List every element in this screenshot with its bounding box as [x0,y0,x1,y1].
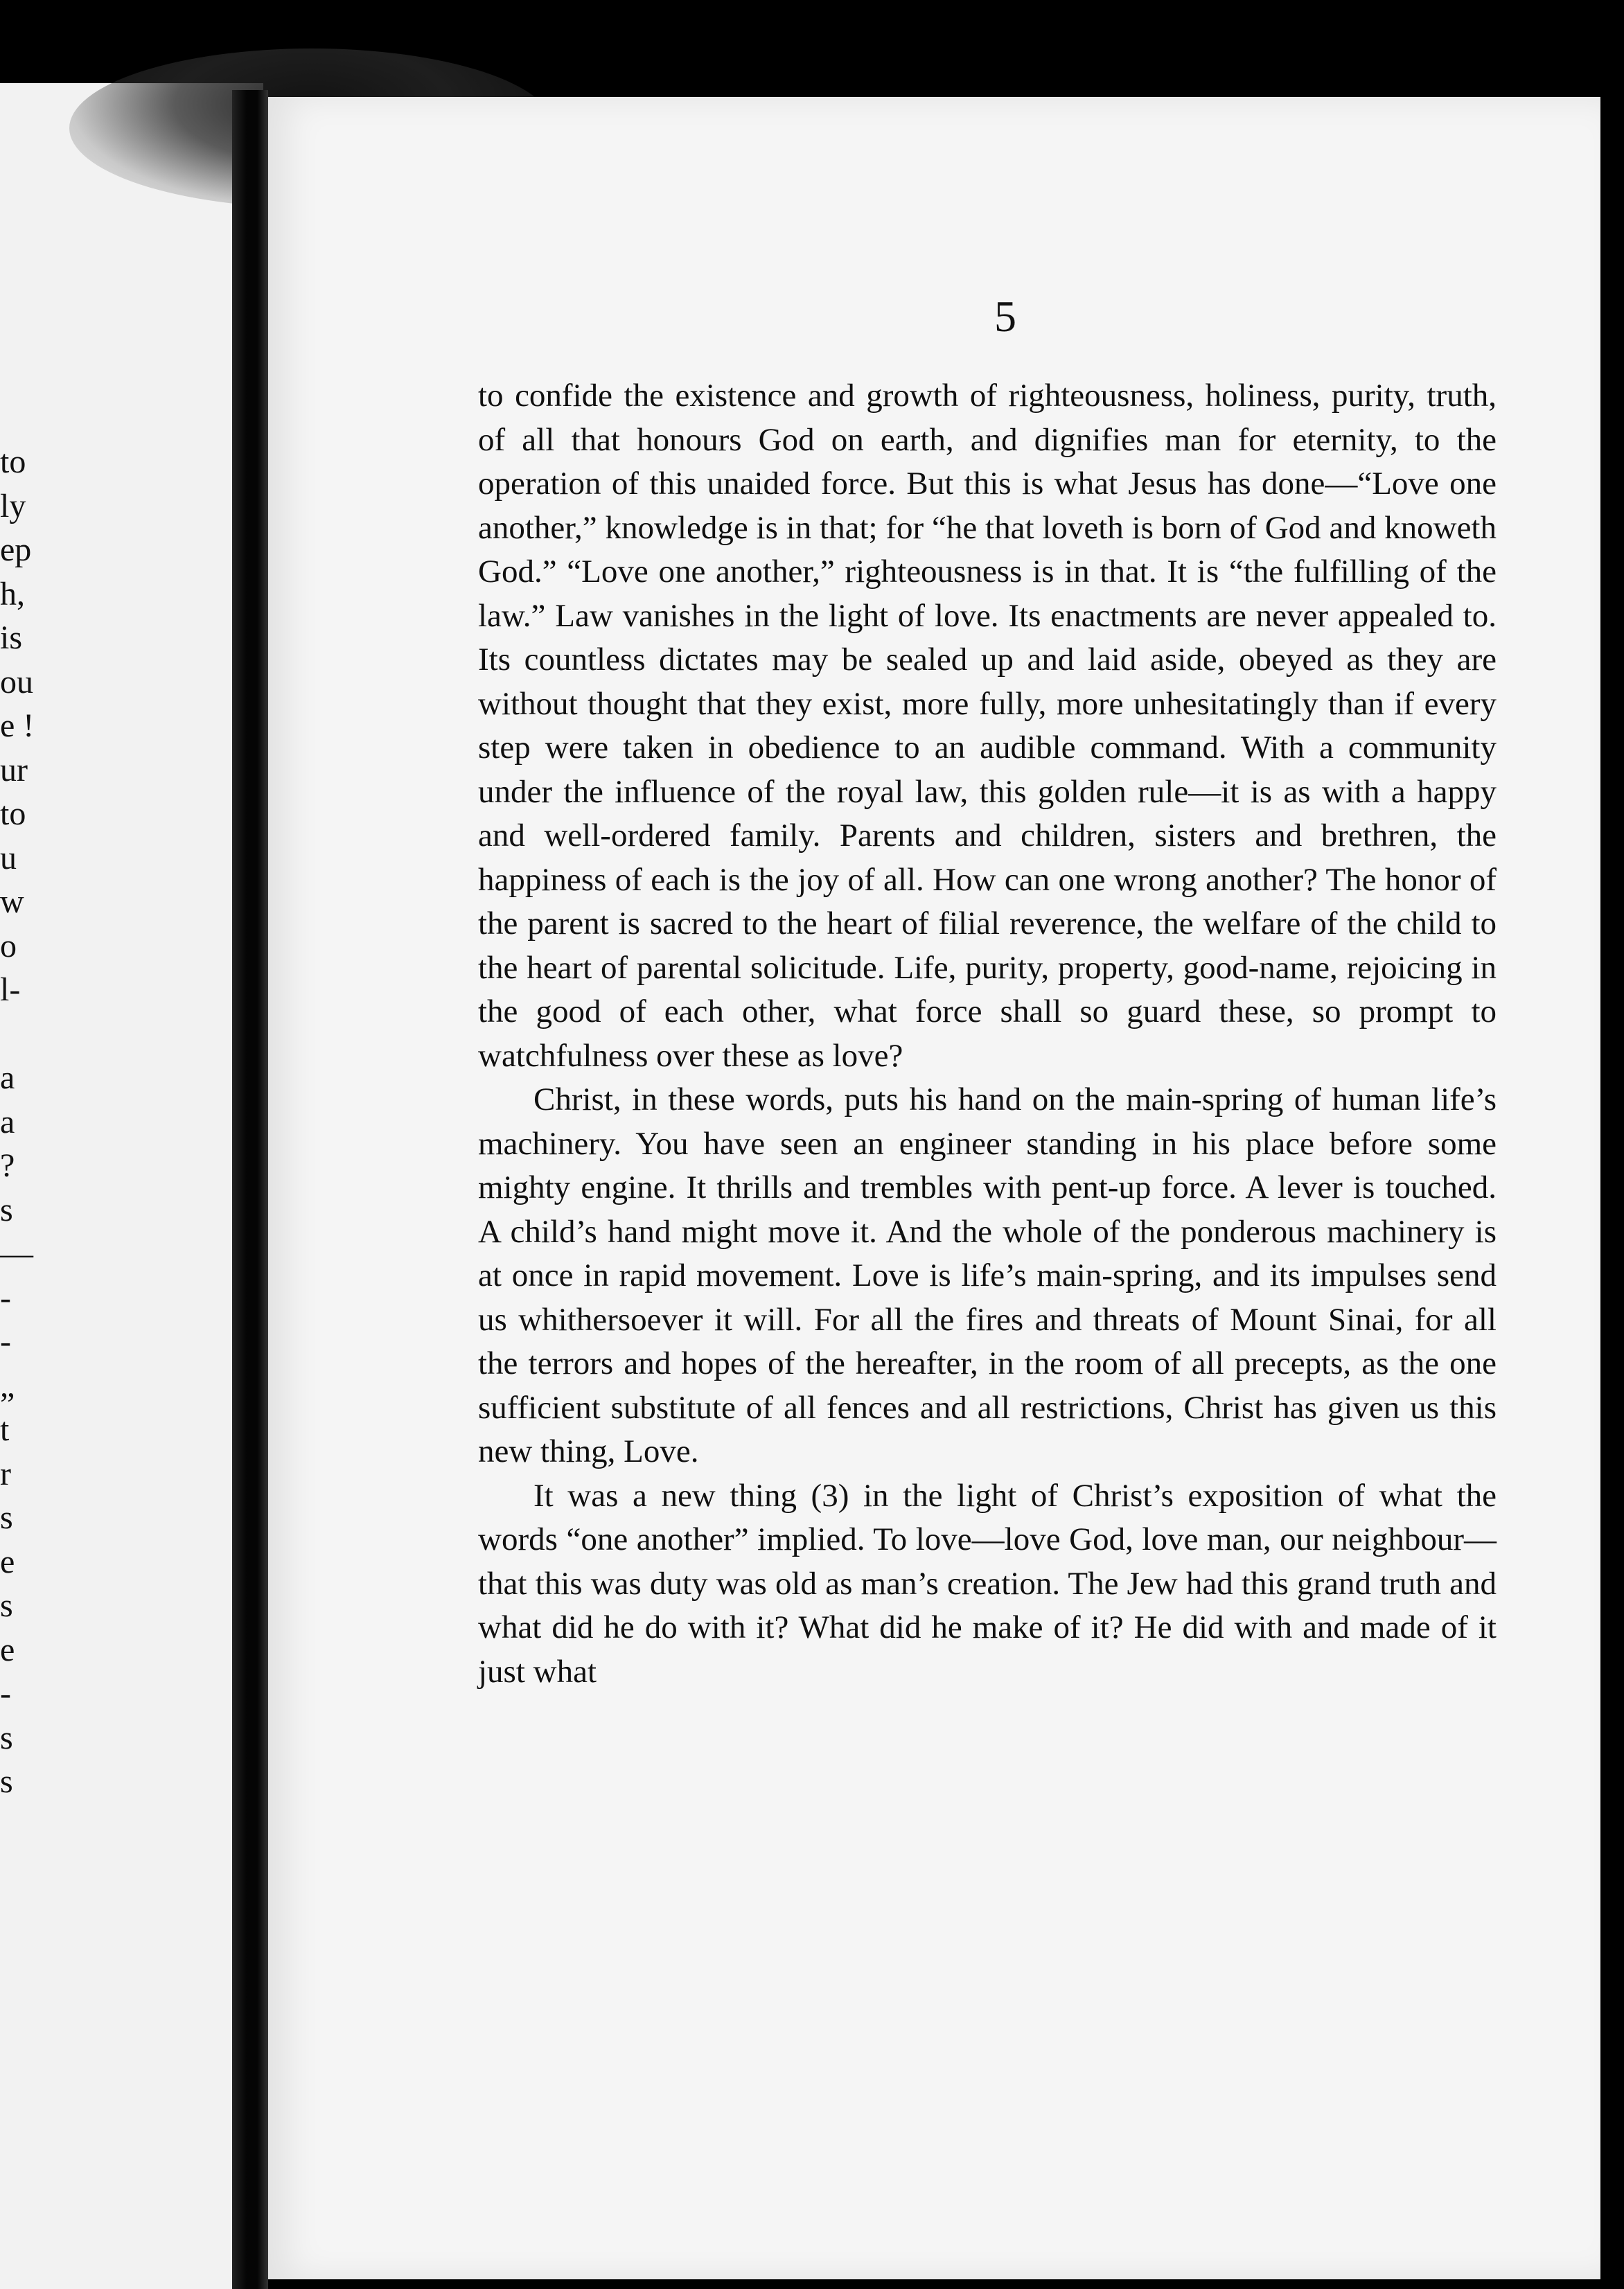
left-fragment: h, [0,575,25,612]
left-fragment: ur [0,751,28,788]
left-fragment: - [0,1675,11,1712]
left-fragment: o [0,927,17,964]
left-fragment: w [0,883,24,920]
left-fragment: a [0,1059,15,1096]
left-fragment: t [0,1411,10,1448]
page-body [478,374,1497,1694]
left-fragment: s [0,1191,13,1228]
left-fragment: „ [0,1367,15,1404]
left-fragment: e ! [0,707,35,744]
left-fragment: to [0,795,26,832]
book-gutter [232,90,268,2289]
left-fragment: is [0,619,23,656]
left-fragment: to [0,443,26,480]
left-fragment: s [0,1719,13,1756]
paragraph-3: It was a new thing (3) in the light of Christ’s exposition of what the words “one another” implied. To love—love God, love man, our neighbour—that this was duty was old as man’s creation. The Jew had this grand truth and what did he do with it? What did he make of it? He did with and made of it just what [478,1477,1497,1690]
left-fragment: r [0,1455,11,1492]
left-fragment: u [0,839,17,876]
left-fragment: — [0,1235,33,1272]
left-fragment: - [0,1279,11,1316]
left-fragment: ou [0,663,33,700]
left-fragment: e [0,1543,15,1580]
left-fragment: a [0,1103,15,1140]
page-number: 5 [994,292,1016,341]
paragraph-1: to confide the existence and growth of righteousness, holiness, purity, truth, of all that honours God on earth, and dignifies man for eternity, to the operation of this unaided force. But this is what Jesus has done—“Love one another,” knowledge is in that; for “he that loveth is born of God and knoweth God.” “Love one another,” righteousness is in that. It is “the fulfilling of the law.” Law vanishes in the light of love. Its enactments are never appealed to. Its countless dictates may be sealed up and laid aside, obeyed as they are without thought that they exist, more fully, more unhesitatingly than if every step were taken in obedience to an audible command. With a community under the influence of the royal law, this golden rule—it is as with a happy and well-ordered family. Parents and children, sisters and brethren, the happiness of each is the joy of all. How can one wrong another? The honor of the parent is sacred to the heart of filial reverence, the welfare of the child to the heart of parental solicitude. Life, purity, property, good-name, rejoicing in the good of each other, what force shall so guard these, so prompt to watchfulness over these as love? [478,378,1497,1074]
paragraph-2: Christ, in these words, puts his hand on the main-spring of human life’s machinery. You have seen an engineer standing in his place before some mighty engine. It thrills and trembles with pent-up force. A lever is touched. A child’s hand might move it. And the whole of the ponderous machinery is at once in rapid movement. Love is life’s main-spring, and its impulses send us whithersoever it will. For all the fires and threats of Mount Sinai, for all the terrors and hopes of the hereafter, in the room of all precepts, as the one sufficient substitute of all fences and all restrictions, Christ has given us this new thing, Love. [478,1081,1497,1469]
left-fragment: s [0,1587,13,1624]
left-fragment: ? [0,1147,15,1184]
left-page-fragments [0,440,48,1804]
left-fragment: - [0,1323,11,1360]
left-fragment: l- [0,971,21,1008]
left-page [0,83,263,2289]
left-fragment: ly [0,487,26,524]
left-fragment: e [0,1631,15,1668]
left-fragment [0,1012,48,1057]
left-fragment: s [0,1499,13,1536]
left-fragment: s [0,1763,13,1800]
left-fragment: ep [0,531,32,568]
